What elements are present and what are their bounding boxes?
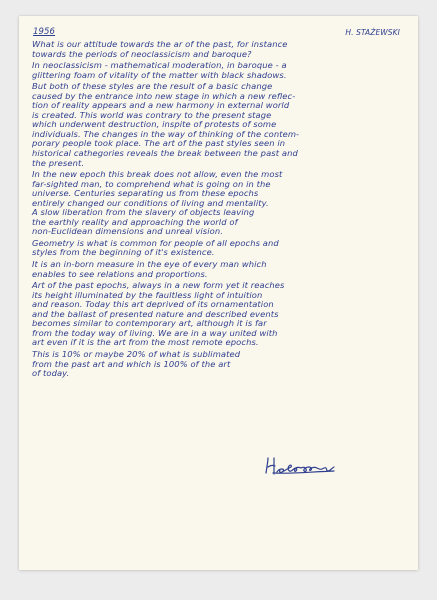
- text-line: of today.: [32, 368, 70, 379]
- paragraph: [32, 40, 408, 59]
- author-heading: H. STAŻEWSKI: [345, 28, 400, 37]
- text-line: the present.: [32, 157, 85, 168]
- text-line: porary people took place. The art of the past styles seen in: [32, 138, 286, 149]
- text-line: and the ballast of presented nature and described events: [32, 308, 279, 319]
- signature: [262, 454, 352, 480]
- text-line: far-sighted man, to comprehend what is going on in the: [32, 178, 271, 189]
- text-line: entirely changed our conditions of living and mentality.: [32, 197, 269, 208]
- text-line: Geometry is what is common for people of all epochs and: [32, 237, 279, 248]
- text-line: This is 10% or maybe 20% of what is sublimated: [32, 348, 241, 359]
- text-line: styles from the beginning of it's existence.: [32, 247, 215, 258]
- paragraph: [32, 239, 408, 258]
- text-line: But both of these styles are the result of a basic change: [32, 81, 273, 92]
- text-line: from the past art and which is 100% of the art: [32, 358, 231, 369]
- paragraph: [32, 260, 408, 279]
- text-line: individuals. The changes in the way of thinking of the contem-: [32, 128, 300, 139]
- text-line: becomes similar to contemporary art, although it is far: [32, 318, 267, 329]
- paragraph: [32, 82, 408, 168]
- paragraph: [32, 281, 408, 348]
- text-line: its height illuminated by the faultless light of intuition: [32, 289, 263, 300]
- text-line: non-Euclidean dimensions and unreal vision.: [32, 226, 224, 237]
- text-line: Art of the past epochs, always in a new form yet it reaches: [32, 280, 285, 291]
- text-line: towards the periods of neoclassicism and baroque?: [32, 48, 252, 59]
- text-line: In neoclassicism - mathematical moderation, in baroque - a: [32, 60, 287, 71]
- signature-scribble: [262, 454, 352, 480]
- text-line: art even if it is the art from the most remote epochs.: [32, 337, 259, 348]
- text-line: What is our attitude towards the ar of the past, for instance: [32, 39, 288, 49]
- text-line: In the new epoch this break does not allow, even the most: [32, 169, 283, 180]
- text-line: caused by the entrance into new stage in which a new reflec-: [32, 90, 296, 101]
- paragraph: [32, 170, 408, 237]
- text-line: the earthly reality and approaching the world of: [32, 216, 238, 227]
- paragraph: [32, 61, 408, 80]
- text-line: tion of reality appears and a new harmony in external world: [32, 100, 290, 111]
- text-line: from the today way of living. We are in a way united with: [32, 327, 278, 338]
- year-heading: 1956: [33, 27, 56, 37]
- manuscript-body: [32, 40, 408, 381]
- text-line: and reason. Today this art deprived of its ornamentation: [32, 299, 274, 310]
- paragraph: [32, 350, 408, 379]
- text-line: glittering foam of vitality of the matter with black shadows.: [32, 69, 287, 80]
- manuscript-page: [19, 16, 418, 570]
- text-line: It is an in-born measure in the eye of every man which: [32, 259, 267, 270]
- text-line: is created. This world was contrary to the present stage: [32, 109, 272, 120]
- text-line: which underwent destruction, inspite of protests of some: [32, 119, 277, 130]
- text-line: enables to see relations and proportions.: [32, 268, 208, 279]
- text-line: historical cathegories reveals the break between the past and: [32, 148, 298, 159]
- text-line: A slow liberation from the slavery of objects leaving: [32, 207, 255, 218]
- text-line: universe. Centuries separating us from these epochs: [32, 188, 259, 199]
